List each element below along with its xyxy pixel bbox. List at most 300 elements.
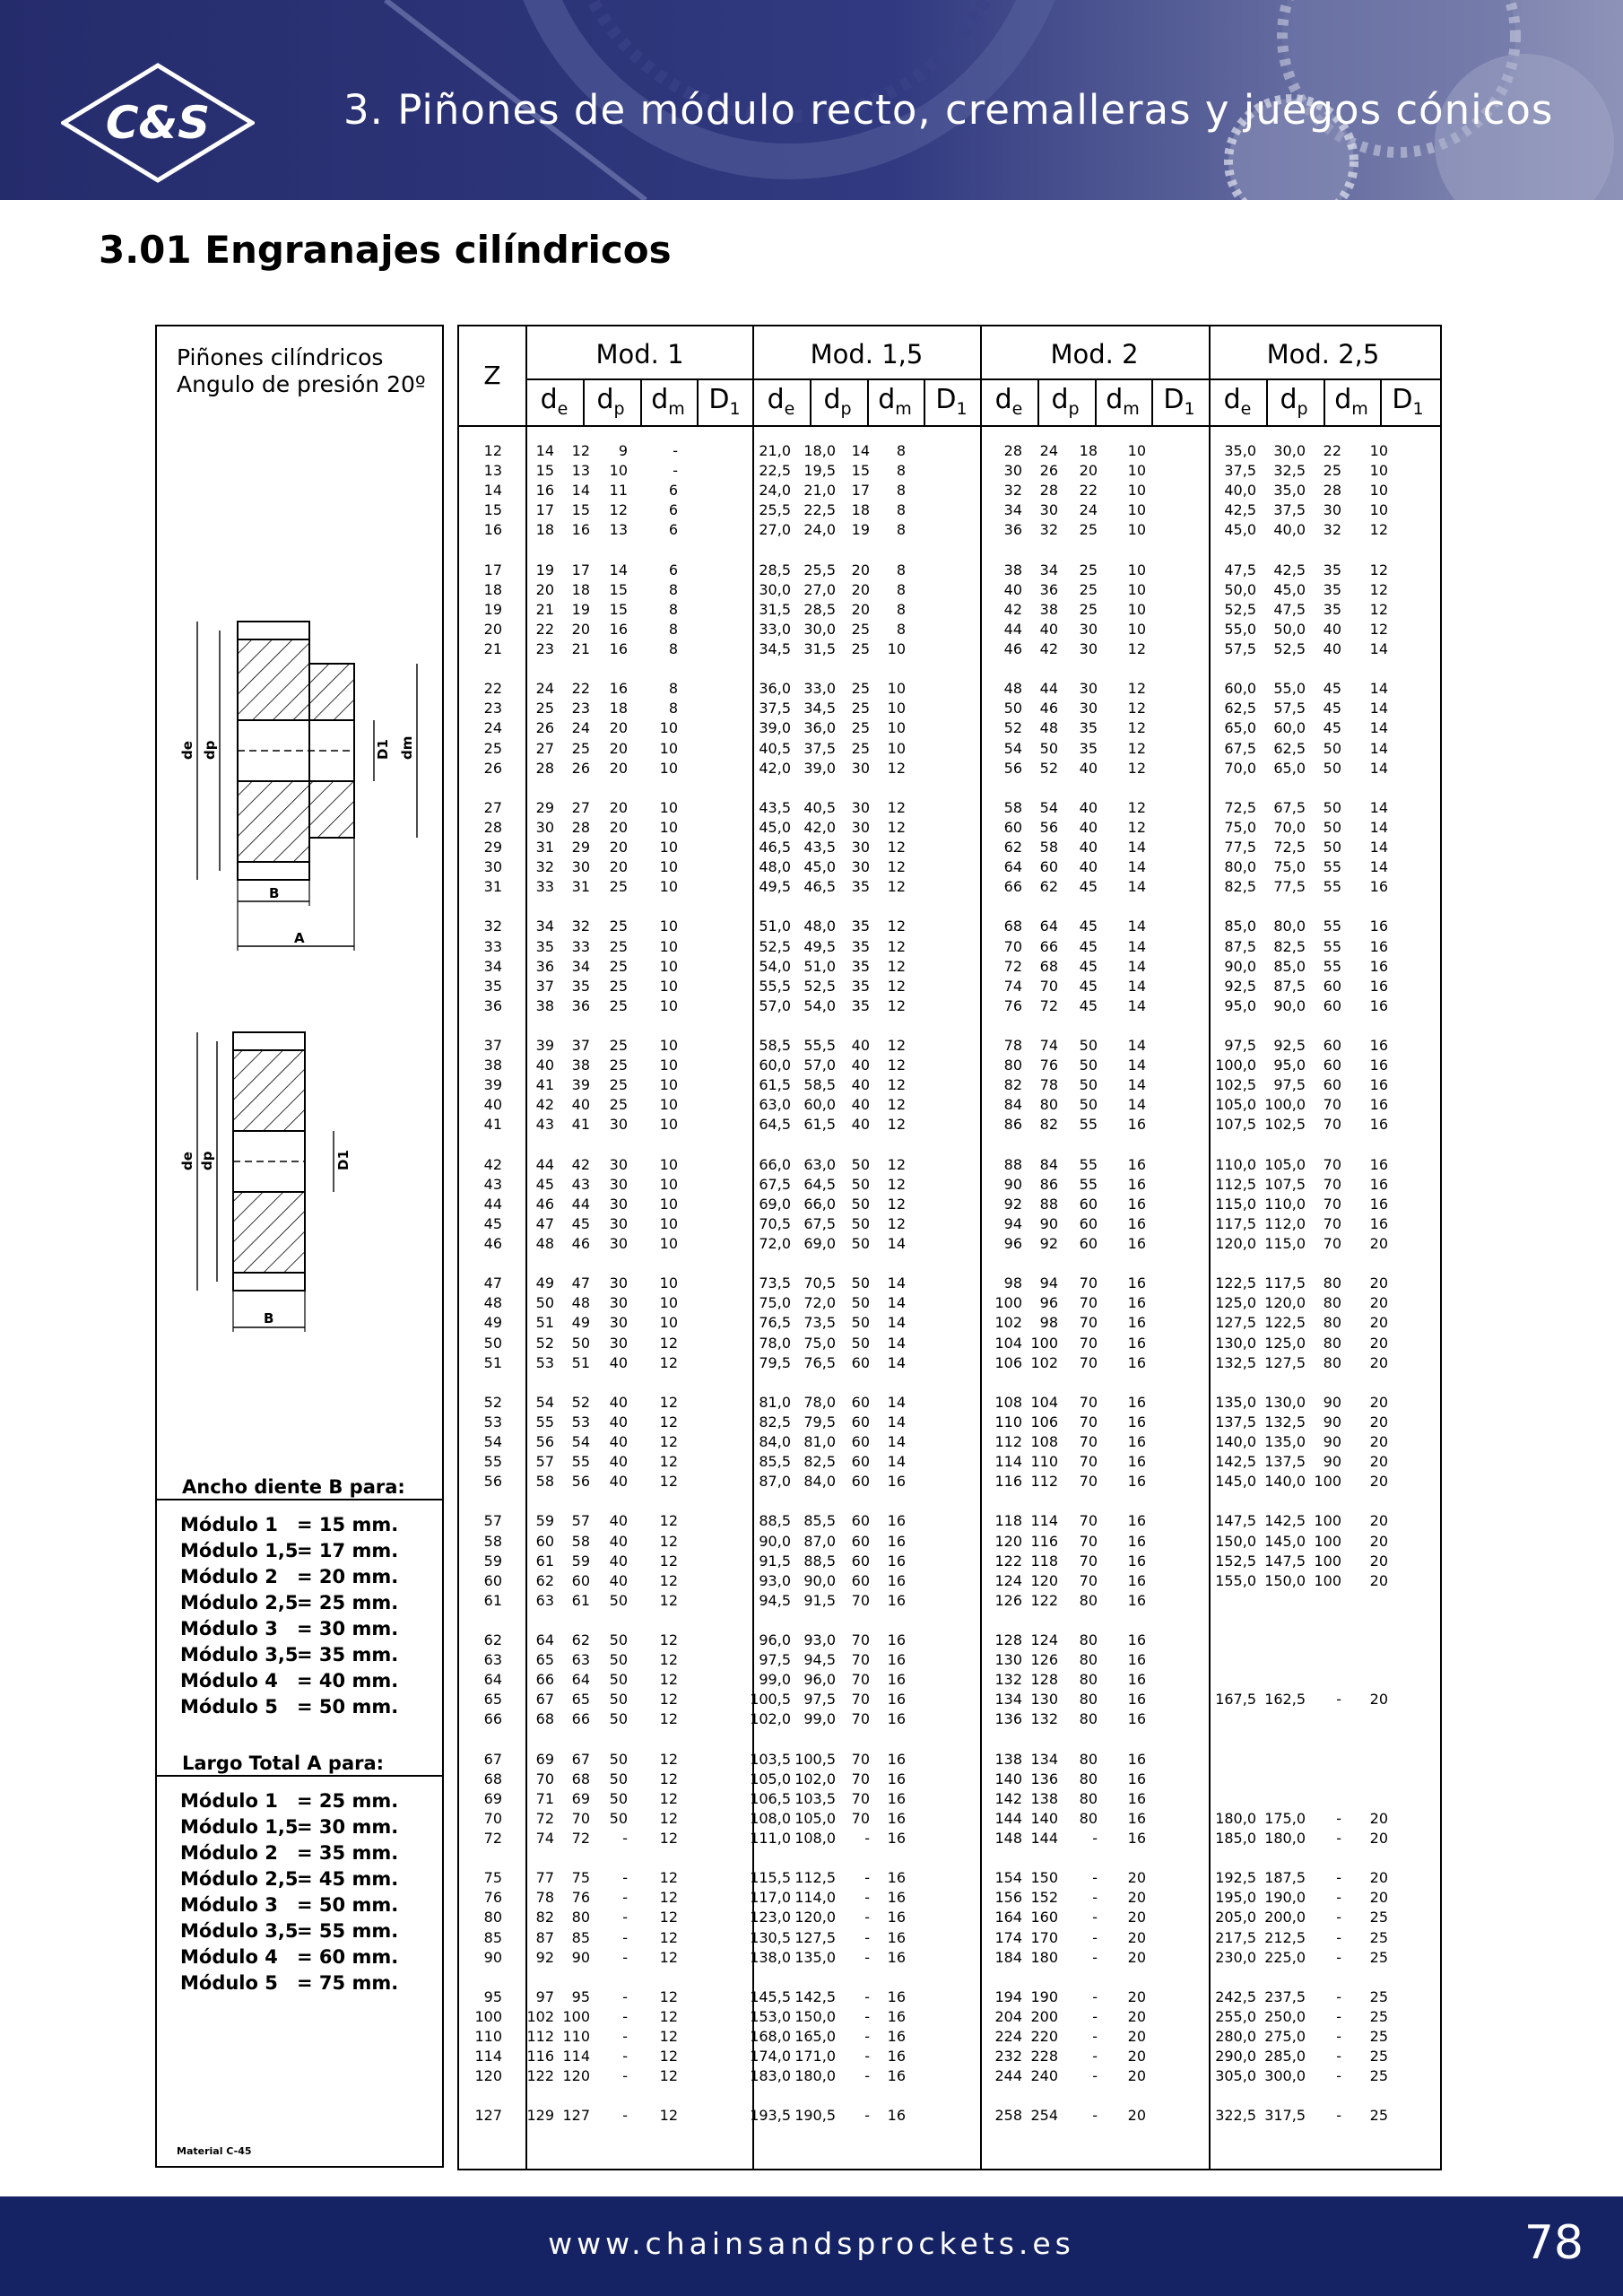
table-cell: 117,5 xyxy=(1264,1274,1306,1292)
table-cell: 25 xyxy=(851,719,870,737)
table-cell: 50 xyxy=(1323,739,1341,757)
table-cell: 72 xyxy=(571,1830,590,1847)
table-cell: 54 xyxy=(571,1433,590,1450)
table-cell: 12 xyxy=(887,839,906,856)
table-cell: 60 xyxy=(1003,818,1022,836)
table-cell: - xyxy=(864,2107,870,2125)
pinion-with-hub-diagram xyxy=(152,596,439,964)
table-cell: 12 xyxy=(887,937,906,955)
table-cell: 16 xyxy=(1369,957,1388,975)
table-cell: - xyxy=(622,2028,628,2045)
table-cell: 12 xyxy=(887,957,906,975)
table-cell: 65 xyxy=(571,1691,590,1709)
table-cell: 61,5 xyxy=(759,1076,791,1094)
table-cell: 57,5 xyxy=(1273,700,1306,718)
table-cell: 50 xyxy=(1079,1096,1098,1114)
table-cell: 10 xyxy=(887,640,906,657)
table-cell: 10 xyxy=(659,878,678,896)
table-cell: 50 xyxy=(851,1294,870,1312)
table-cell: 60 xyxy=(1079,1235,1098,1252)
table-cell: 12 xyxy=(1127,759,1146,777)
table-cell: 16 xyxy=(1127,1789,1146,1807)
table-cell: 112 xyxy=(994,1433,1022,1450)
table-cell: 92,5 xyxy=(1224,977,1256,995)
sidebar-title: Piñones cilíndricos xyxy=(177,344,384,370)
table-cell: 130 xyxy=(1030,1691,1058,1709)
table-cell: 180,0 xyxy=(1264,1830,1306,1847)
table-cell: 102,5 xyxy=(1264,1116,1306,1134)
table-cell: 16 xyxy=(1127,1175,1146,1193)
table-cell: 42 xyxy=(1039,640,1058,657)
table-cell: - xyxy=(864,1928,870,1946)
table-cell: - xyxy=(1092,2048,1098,2066)
table-cell: 14 xyxy=(1127,1096,1146,1114)
table-cell: 61 xyxy=(535,1552,554,1570)
table-cell: 70 xyxy=(1323,1175,1341,1193)
table-cell: 110,0 xyxy=(1264,1195,1306,1213)
table-cell: 128 xyxy=(994,1631,1022,1648)
table-cell: 285,0 xyxy=(1264,2048,1306,2066)
table-cell: 75,0 xyxy=(1273,858,1306,876)
table-cell: 84,0 xyxy=(759,1433,791,1450)
table-cell: 140 xyxy=(994,1770,1022,1787)
table-cell: 16 xyxy=(887,1909,906,1926)
table-cell: 16 xyxy=(1127,1413,1146,1431)
column-divider xyxy=(525,326,527,2169)
table-cell: 80 xyxy=(1079,1651,1098,1669)
table-cell: 66 xyxy=(1039,937,1058,955)
table-cell: 49,5 xyxy=(803,937,836,955)
z-cell: 57 xyxy=(483,1512,502,1530)
table-cell: 10 xyxy=(1369,501,1388,519)
table-cell: 70,5 xyxy=(803,1274,836,1292)
table-cell: 76 xyxy=(1003,996,1022,1014)
label-dp: dp xyxy=(202,740,218,760)
table-cell: 19 xyxy=(851,521,870,539)
table-cell: 6 xyxy=(668,561,678,578)
table-cell: 100 xyxy=(1314,1473,1341,1491)
table-cell: 10 xyxy=(887,700,906,718)
table-cell: 34,5 xyxy=(803,700,836,718)
table-cell: 47,5 xyxy=(1273,600,1306,618)
table-cell: 92 xyxy=(1003,1195,1022,1213)
table-cell: 75,0 xyxy=(759,1294,791,1312)
table-cell: 25 xyxy=(609,957,628,975)
table-cell: 50,0 xyxy=(1273,620,1306,638)
table-cell: 32 xyxy=(1003,482,1022,500)
table-cell: 20 xyxy=(1127,2067,1146,2085)
table-cell: 16 xyxy=(1369,1116,1388,1134)
table-cell: 40 xyxy=(1323,620,1341,638)
table-cell: 46,5 xyxy=(759,839,791,856)
table-cell: 16 xyxy=(535,482,554,500)
table-cell: 107,5 xyxy=(1215,1116,1256,1134)
table-cell: 50 xyxy=(1323,839,1341,856)
table-cell: 54 xyxy=(1003,739,1022,757)
column-header: $d_e$ xyxy=(767,384,795,419)
table-cell: 59 xyxy=(571,1552,590,1570)
table-cell: 48 xyxy=(1039,719,1058,737)
table-cell: 138 xyxy=(1030,1789,1058,1807)
table-cell: 72 xyxy=(1003,957,1022,975)
table-cell: 107,5 xyxy=(1264,1175,1306,1193)
table-cell: 190 xyxy=(1030,1987,1058,2005)
z-cell: 20 xyxy=(483,620,502,638)
column-header: $d_m$ xyxy=(1106,384,1140,419)
table-cell: 134 xyxy=(1030,1750,1058,1768)
z-cell: 62 xyxy=(483,1631,502,1648)
table-cell: 100 xyxy=(994,1294,1022,1312)
z-cell: 44 xyxy=(483,1195,502,1213)
table-cell: - xyxy=(864,2048,870,2066)
table-cell: 36,0 xyxy=(759,680,791,698)
table-cell: 30 xyxy=(1003,462,1022,480)
table-cell: 82,5 xyxy=(1224,878,1256,896)
label-de: de xyxy=(179,741,195,760)
table-cell: 70 xyxy=(1323,1155,1341,1173)
z-cell: 51 xyxy=(483,1353,502,1371)
tooth-width-heading: Ancho diente B para: xyxy=(182,1476,405,1498)
table-cell: 16 xyxy=(887,1809,906,1827)
module-header: Mod. 2,5 xyxy=(1266,339,1380,370)
table-cell: 117,0 xyxy=(750,1889,791,1907)
table-cell: 50 xyxy=(851,1235,870,1252)
footer-bar xyxy=(0,2196,1623,2296)
table-cell: 12 xyxy=(887,759,906,777)
table-cell: 40 xyxy=(851,1057,870,1074)
label-b: B xyxy=(269,885,280,901)
column-header: $D_1$ xyxy=(708,384,741,419)
table-cell: 12 xyxy=(659,1987,678,2005)
table-cell: 16 xyxy=(1369,1155,1388,1173)
z-cell: 64 xyxy=(483,1671,502,1689)
table-cell: 14 xyxy=(1369,759,1388,777)
table-cell: 12 xyxy=(887,1076,906,1094)
table-cell: - xyxy=(1336,1928,1341,1946)
table-cell: 92 xyxy=(535,1948,554,1966)
table-cell: 69,0 xyxy=(803,1235,836,1252)
table-cell: 52,5 xyxy=(1224,600,1256,618)
table-cell: 122 xyxy=(1030,1591,1058,1609)
table-cell: 37,5 xyxy=(759,700,791,718)
table-cell: 12 xyxy=(887,1214,906,1232)
z-cell: 31 xyxy=(483,878,502,896)
table-cell: 76 xyxy=(571,1889,590,1907)
z-cell: 33 xyxy=(483,937,502,955)
table-cell: 96,0 xyxy=(803,1671,836,1689)
table-cell: 8 xyxy=(896,561,906,578)
z-cell: 23 xyxy=(483,700,502,718)
table-cell: 50 xyxy=(1323,759,1341,777)
table-cell: 40,5 xyxy=(803,798,836,816)
table-cell: 16 xyxy=(1369,996,1388,1014)
table-cell: 25 xyxy=(1369,2028,1388,2045)
table-cell: 19 xyxy=(535,561,554,578)
table-cell: 200 xyxy=(1030,2007,1058,2025)
table-cell: 16 xyxy=(609,640,628,657)
label-de: de xyxy=(179,1152,195,1170)
table-cell: 132,5 xyxy=(1264,1413,1306,1431)
table-cell: 40,0 xyxy=(1224,482,1256,500)
table-cell: 60 xyxy=(1079,1214,1098,1232)
table-cell: 12 xyxy=(887,1155,906,1173)
table-cell: 16 xyxy=(1369,1214,1388,1232)
table-cell: 20 xyxy=(1369,1353,1388,1371)
table-cell: 66,0 xyxy=(759,1155,791,1173)
table-cell: 14 xyxy=(887,1314,906,1332)
table-cell: 25 xyxy=(609,1096,628,1114)
table-cell: 111,0 xyxy=(750,1830,791,1847)
table-cell: 70 xyxy=(1079,1393,1098,1411)
table-cell: 48 xyxy=(535,1235,554,1252)
table-cell: 68 xyxy=(1003,918,1022,935)
table-cell: 12 xyxy=(659,1671,678,1689)
table-cell: 86 xyxy=(1039,1175,1058,1193)
table-cell: 142,5 xyxy=(1215,1453,1256,1471)
table-cell: 12 xyxy=(887,818,906,836)
table-cell: 14 xyxy=(1369,680,1388,698)
table-cell: 122 xyxy=(994,1552,1022,1570)
table-cell: 70 xyxy=(535,1770,554,1787)
table-cell: 12 xyxy=(1127,700,1146,718)
table-cell: 137,5 xyxy=(1215,1413,1256,1431)
table-cell: 37,5 xyxy=(803,739,836,757)
table-cell: 19 xyxy=(571,600,590,618)
table-cell: 258 xyxy=(994,2107,1022,2125)
table-cell: 86 xyxy=(1003,1116,1022,1134)
table-cell: 45 xyxy=(1323,719,1341,737)
table-cell: 38 xyxy=(1003,561,1022,578)
table-cell: 74 xyxy=(1039,1037,1058,1054)
table-cell: 79,5 xyxy=(803,1413,836,1431)
z-cell: 95 xyxy=(483,1987,502,2005)
label-d1: D1 xyxy=(335,1150,352,1170)
table-cell: 44 xyxy=(1039,680,1058,698)
table-cell: 32 xyxy=(571,918,590,935)
table-cell: 27 xyxy=(571,798,590,816)
table-cell: 10 xyxy=(659,977,678,995)
z-cell: 15 xyxy=(483,501,502,519)
z-cell: 70 xyxy=(483,1809,502,1827)
table-cell: 85,0 xyxy=(1224,918,1256,935)
table-cell: 38 xyxy=(1039,600,1058,618)
table-cell: 35 xyxy=(1323,580,1341,598)
table-cell: 35 xyxy=(1323,561,1341,578)
table-cell: 124 xyxy=(994,1571,1022,1589)
table-cell: 12 xyxy=(659,1948,678,1966)
table-cell: - xyxy=(864,2028,870,2045)
table-cell: 14 xyxy=(887,1413,906,1431)
table-cell: 68 xyxy=(1039,957,1058,975)
table-cell: 12 xyxy=(1369,521,1388,539)
table-cell: 10 xyxy=(887,739,906,757)
table-cell: 29 xyxy=(571,839,590,856)
z-cell: 67 xyxy=(483,1750,502,1768)
table-cell: 142,5 xyxy=(794,1987,836,2005)
table-cell: 24 xyxy=(1039,442,1058,459)
table-cell: 84 xyxy=(1003,1096,1022,1114)
table-cell: 57 xyxy=(571,1512,590,1530)
table-cell: 44 xyxy=(571,1195,590,1213)
table-cell: 190,0 xyxy=(1264,1889,1306,1907)
table-cell: 87,5 xyxy=(1273,977,1306,995)
table-cell: 62,5 xyxy=(1273,739,1306,757)
table-cell: 171,0 xyxy=(794,2048,836,2066)
table-cell: 20 xyxy=(1127,2007,1146,2025)
table-cell: 122 xyxy=(526,2067,554,2085)
table-cell: 230,0 xyxy=(1215,1948,1256,1966)
table-cell: 12 xyxy=(1127,739,1146,757)
table-cell: 154 xyxy=(994,1869,1022,1887)
table-cell: 62 xyxy=(1003,839,1022,856)
table-cell: 62 xyxy=(535,1571,554,1589)
tooth-width-row: Módulo 2 = 20 mm. xyxy=(180,1566,399,1587)
table-cell: 12 xyxy=(887,1116,906,1134)
z-cell: 40 xyxy=(483,1096,502,1114)
logo-text: C&S xyxy=(105,97,211,149)
table-cell: 138 xyxy=(994,1750,1022,1768)
table-cell: 12 xyxy=(609,501,628,519)
z-cell: 19 xyxy=(483,600,502,618)
table-cell: 18 xyxy=(609,700,628,718)
column-header: $d_e$ xyxy=(1223,384,1252,419)
table-cell: 34 xyxy=(535,918,554,935)
z-cell: 14 xyxy=(483,482,502,500)
tooth-width-row: Módulo 1 = 15 mm. xyxy=(180,1514,399,1535)
table-cell: 54 xyxy=(535,1393,554,1411)
table-cell: 14 xyxy=(1369,719,1388,737)
table-cell: 70 xyxy=(1079,1294,1098,1312)
table-cell: 16 xyxy=(887,2048,906,2066)
table-cell: 12 xyxy=(659,1334,678,1352)
table-cell: 70 xyxy=(851,1651,870,1669)
label-d1: D1 xyxy=(375,739,391,760)
table-cell: 16 xyxy=(887,2007,906,2025)
table-cell: 60 xyxy=(851,1393,870,1411)
table-cell: 16 xyxy=(887,1869,906,1887)
table-cell: 72,0 xyxy=(803,1294,836,1312)
table-cell: 224 xyxy=(994,2028,1022,2045)
table-cell: 112,5 xyxy=(1215,1175,1256,1193)
table-cell: - xyxy=(1092,1987,1098,2005)
table-cell: 14 xyxy=(851,442,870,459)
table-cell: 18 xyxy=(571,580,590,598)
table-cell: 42 xyxy=(571,1155,590,1173)
table-cell: 55 xyxy=(535,1413,554,1431)
table-cell: 62 xyxy=(1039,878,1058,896)
table-cell: 63 xyxy=(571,1651,590,1669)
table-cell: 95,0 xyxy=(1224,996,1256,1014)
table-cell: 67 xyxy=(535,1691,554,1709)
table-cell: 45 xyxy=(1079,977,1098,995)
table-cell: 120 xyxy=(1030,1571,1058,1589)
table-cell: 50 xyxy=(1079,1037,1098,1054)
table-cell: 70,0 xyxy=(1273,818,1306,836)
table-cell: 12 xyxy=(659,1591,678,1609)
table-cell: 12 xyxy=(1369,561,1388,578)
table-cell: 55,0 xyxy=(1273,680,1306,698)
table-cell: 8 xyxy=(896,620,906,638)
table-cell: 35,0 xyxy=(1224,442,1256,459)
table-cell: 16 xyxy=(1127,1334,1146,1352)
table-cell: 50 xyxy=(609,1691,628,1709)
table-cell: 27 xyxy=(535,739,554,757)
table-cell: 108,0 xyxy=(750,1809,791,1827)
table-cell: 40 xyxy=(609,1571,628,1589)
table-cell: 30 xyxy=(609,1116,628,1134)
table-cell: 16 xyxy=(1127,1274,1146,1292)
table-cell: 36,0 xyxy=(803,719,836,737)
z-cell: 100 xyxy=(474,2007,502,2025)
table-cell: 50 xyxy=(609,1710,628,1728)
table-cell: 31,5 xyxy=(803,640,836,657)
table-cell: 10 xyxy=(659,818,678,836)
table-cell: 81,0 xyxy=(759,1393,791,1411)
table-cell: 106,5 xyxy=(750,1789,791,1807)
table-cell: 35 xyxy=(1079,719,1098,737)
table-cell: 39,0 xyxy=(759,719,791,737)
table-cell: 11 xyxy=(609,482,628,500)
table-cell: 12 xyxy=(659,1571,678,1589)
table-cell: 180,0 xyxy=(1215,1809,1256,1827)
table-cell: 12 xyxy=(659,1433,678,1450)
table-cell: 35 xyxy=(535,937,554,955)
table-cell: 12 xyxy=(887,1037,906,1054)
table-cell: 28,5 xyxy=(803,600,836,618)
table-cell: 37 xyxy=(571,1037,590,1054)
table-cell: 37 xyxy=(535,977,554,995)
table-cell: 16 xyxy=(1369,937,1388,955)
table-cell: 120 xyxy=(562,2067,590,2085)
table-cell: 10 xyxy=(1127,462,1146,480)
table-cell: 20 xyxy=(1079,462,1098,480)
table-cell: 51 xyxy=(535,1314,554,1332)
table-cell: 156 xyxy=(994,1889,1022,1907)
module-header: Mod. 1,5 xyxy=(810,339,924,370)
table-cell: 64 xyxy=(1039,918,1058,935)
table-cell: 12 xyxy=(659,2048,678,2066)
z-cell: 54 xyxy=(483,1433,502,1450)
table-cell: 67,5 xyxy=(759,1175,791,1193)
column-header: $d_m$ xyxy=(878,384,912,419)
table-cell: 90,0 xyxy=(1224,957,1256,975)
column-header: $d_e$ xyxy=(540,384,568,419)
table-cell: 10 xyxy=(659,1314,678,1332)
table-cell: 80 xyxy=(1323,1353,1341,1371)
table-cell: 130,0 xyxy=(1215,1334,1256,1352)
table-cell: 12 xyxy=(571,442,590,459)
table-cell: 30 xyxy=(851,818,870,836)
table-cell: 16 xyxy=(1127,1710,1146,1728)
table-cell: 102 xyxy=(1030,1353,1058,1371)
z-cell: 32 xyxy=(483,918,502,935)
table-cell: 20 xyxy=(1127,1869,1146,1887)
z-cell: 48 xyxy=(483,1294,502,1312)
table-cell: 55,5 xyxy=(759,977,791,995)
table-cell: 31,5 xyxy=(759,600,791,618)
table-cell: 115,5 xyxy=(750,1869,791,1887)
table-cell: 25 xyxy=(851,700,870,718)
table-cell: 48 xyxy=(571,1294,590,1312)
z-cell: 66 xyxy=(483,1710,502,1728)
table-cell: 34 xyxy=(1039,561,1058,578)
table-cell: - xyxy=(622,1889,628,1907)
table-cell: 45 xyxy=(535,1175,554,1193)
table-cell: 94,5 xyxy=(759,1591,791,1609)
table-cell: 112 xyxy=(526,2028,554,2045)
table-cell: 228 xyxy=(1030,2048,1058,2066)
table-cell: 94 xyxy=(1003,1214,1022,1232)
